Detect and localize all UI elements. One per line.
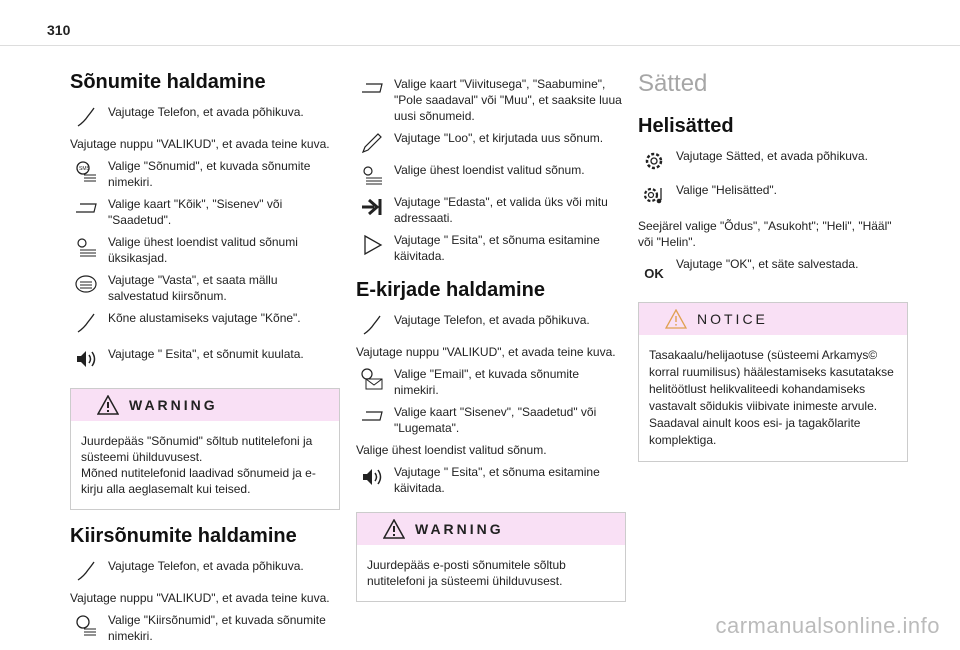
step-text: Vajutage " Esita", et sõnumit kuulata.: [108, 347, 304, 361]
step-text: Kõne alustamiseks vajutage "Kõne".: [108, 311, 301, 325]
step-text: Vajutage "OK", et säte salvestada.: [676, 257, 859, 271]
step-text: Vajutage nuppu "VALIKUD", et avada teine kuva.: [356, 345, 616, 359]
step-text: Vajutage "Vasta", et saata mällu salvestatud kiirsõnum.: [108, 273, 278, 303]
list-item: [356, 366, 626, 398]
step-text: Valige "Kiirsõnumid", et kuvada sõnumite nimekiri.: [108, 613, 326, 643]
footer-watermark: carmanualsonline.info: [715, 613, 940, 638]
list-item: [70, 272, 340, 304]
column-2: [356, 76, 626, 616]
step-text: Vajutage "Edasta", et valida üks või mitu adressaati.: [394, 195, 608, 225]
heading-sms: Sõnumite haldamine: [70, 71, 266, 93]
ok-icon: OK: [644, 266, 664, 281]
detail-list-icon: [70, 234, 102, 260]
step-text: Valige kaart "Kõik", "Sisenev" või "Saadetud".: [108, 197, 283, 227]
tab-card-icon: [70, 196, 102, 222]
play-icon: [356, 232, 388, 258]
step-text: Valige ühest loendist valitud sõnum.: [394, 163, 585, 177]
speaker-icon: [356, 464, 388, 490]
list-item: [638, 182, 908, 208]
detail-list-icon: [356, 162, 388, 188]
tab-card-icon: [356, 76, 388, 102]
list-item: [70, 612, 340, 644]
step-text: Vajutage nuppu "VALIKUD", et avada teine kuva.: [70, 137, 330, 151]
list-item: [70, 310, 340, 336]
list-item: [70, 158, 340, 190]
heading-audio: Helisätted: [638, 115, 734, 137]
list-item: [356, 404, 626, 436]
forward-icon: [356, 194, 388, 220]
svg-text:SMS: SMS: [79, 166, 90, 172]
warning-icon: [97, 395, 119, 415]
heading-quick: Kiirsõnumite haldamine: [70, 525, 297, 547]
list-item: [638, 256, 908, 282]
list-item: [356, 130, 626, 156]
list-item: [70, 558, 340, 584]
call-icon: [70, 310, 102, 336]
step-text: Valige "Email", et kuvada sõnumite nimekiri.: [394, 367, 580, 397]
list-item: [356, 194, 626, 226]
step-text: Valige kaart "Sisenev", "Saadetud" või "Lugemata".: [394, 405, 597, 435]
tab-card-icon: [356, 404, 388, 430]
step-text: Valige ühest loendist valitud sõnumi üksikasjad.: [108, 235, 298, 265]
step-text: Vajutage "Loo", et kirjutada uus sõnum.: [394, 131, 604, 145]
list-item: [70, 234, 340, 266]
phone-icon: [356, 312, 388, 338]
list-item: [356, 312, 626, 338]
step-text: Vajutage Telefon, et avada põhikuva.: [108, 559, 304, 573]
sms-list-icon: [70, 158, 102, 184]
warning-title: WARNING: [129, 397, 218, 413]
warning-box: [70, 388, 340, 510]
step-text: Vajutage nuppu "VALIKUD", et avada teine kuva.: [70, 591, 330, 605]
step-text: Vajutage Telefon, et avada põhikuva.: [394, 313, 590, 327]
warning-box: [356, 512, 626, 602]
page-number: 310: [47, 22, 71, 38]
notice-text: Tasakaalu/helijaotuse (süsteemi Arkamys© korral ruumilisus) häälestamiseks kasutatakse helitöötlust helikvaliteedi kohandamiseks vastavalt sõidukis viibivate inimeste arvule. Saadaval ainult koos esi- ja tagakõlarite komplektiga.: [649, 348, 894, 447]
step-text: Seejärel valige "Õdus", "Asukoht"; "Heli", "Hääl" või "Helin".: [638, 219, 892, 249]
list-item: [638, 148, 908, 174]
list-item: [70, 196, 340, 228]
pen-icon: [356, 130, 388, 156]
heading-email: E-kirjade haldamine: [356, 279, 545, 301]
list-item: [70, 104, 340, 130]
sms-list-icon: [70, 612, 102, 638]
list-item: [356, 464, 626, 496]
warning-text: Juurdepääs e-posti sõnumitele sõltub nutitelefoni ja süsteemi ühilduvusest.: [367, 558, 566, 588]
list-item: [356, 76, 626, 124]
heading-settings: Sätted: [638, 70, 708, 97]
gear-icon: [638, 148, 670, 174]
email-list-icon: [356, 366, 388, 392]
phone-icon: [70, 558, 102, 584]
step-text: Vajutage Sätted, et avada põhikuva.: [676, 149, 868, 163]
phone-icon: [70, 104, 102, 130]
notice-box: [638, 302, 908, 462]
gear-note-icon: [638, 182, 670, 208]
list-item: [356, 232, 626, 264]
list-item: [70, 346, 340, 372]
warning-text: Juurdepääs "Sõnumid" sõltub nutitelefoni ja süsteemi ühilduvusest. Mõned nutitelefonid laadivad sõnumeid ja e-kirju alla aeglasemalt kui teised.: [81, 434, 316, 496]
step-text: Valige ühest loendist valitud sõnum.: [356, 443, 547, 457]
header-divider: [0, 45, 960, 46]
step-text: Valige "Helisätted".: [676, 183, 778, 197]
warning-icon: [383, 519, 405, 539]
reply-icon: [70, 272, 102, 298]
step-text: Vajutage " Esita", et sõnuma esitamine käivitada.: [394, 233, 600, 263]
step-text: Valige kaart "Viivitusega", "Saabumine", "Pole saadaval" või "Muu", et saaksite luua uusi sõnumeid.: [394, 77, 622, 123]
step-text: Vajutage Telefon, et avada põhikuva.: [108, 105, 304, 119]
step-text: Vajutage " Esita", et sõnuma esitamine käivitada.: [394, 465, 600, 495]
notice-icon: [665, 309, 687, 329]
column-3: [638, 70, 908, 476]
column-1: [70, 70, 340, 650]
step-text: Valige "Sõnumid", et kuvada sõnumite nimekiri.: [108, 159, 311, 189]
speaker-icon: [70, 346, 102, 372]
warning-title: WARNING: [415, 521, 504, 537]
list-item: [356, 162, 626, 188]
notice-title: NOTICE: [697, 311, 768, 327]
